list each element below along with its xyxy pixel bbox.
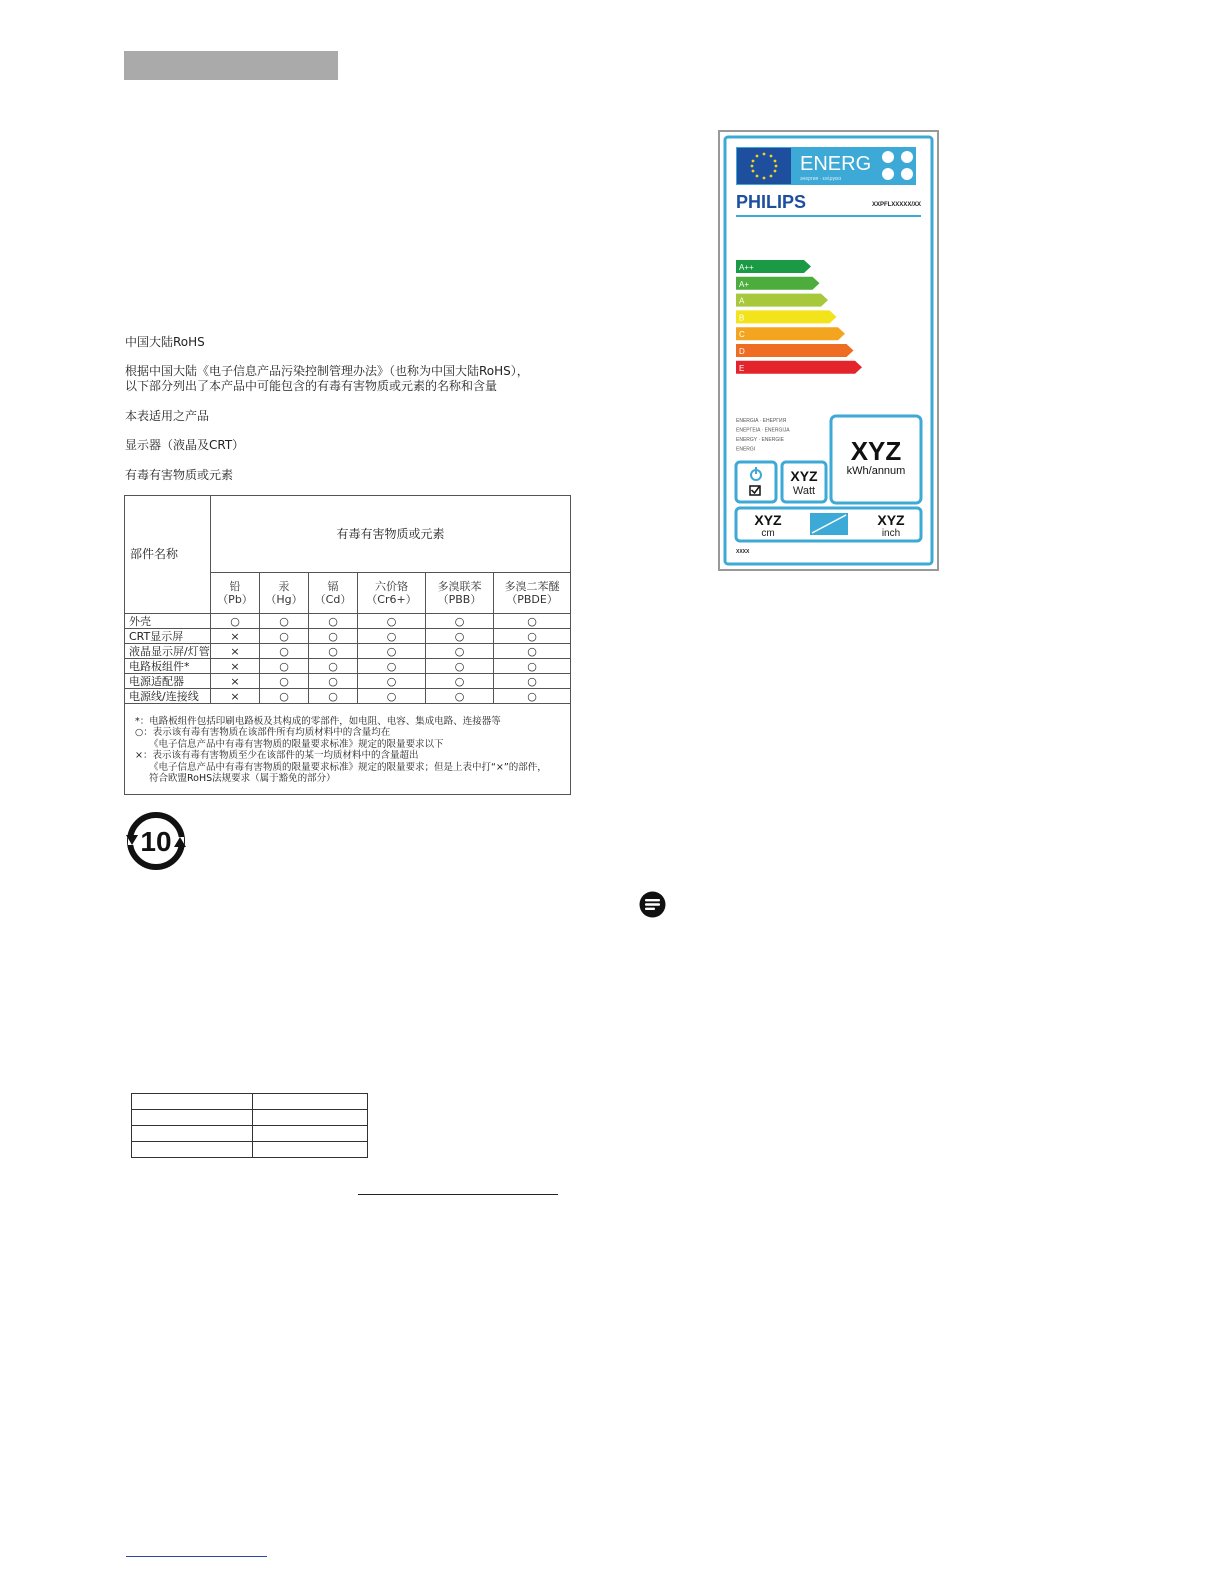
substance-mark: ○ xyxy=(358,644,426,659)
energia-text: ΕΝΕΡΓΕΙΑ · ENERGIJA xyxy=(736,427,790,434)
substance-mark: ○ xyxy=(309,614,358,629)
table-row xyxy=(125,659,571,674)
substance-mark: ○ xyxy=(309,674,358,689)
kwh-value: XYZ xyxy=(850,436,902,466)
section-header-bar xyxy=(124,51,338,80)
substance-mark: ○ xyxy=(426,644,494,659)
table-row xyxy=(132,1110,368,1126)
table-notes xyxy=(125,704,571,795)
blank-info-table xyxy=(131,1093,368,1158)
note-line: 《电子信息产品中有毒有害物质的限量要求标准》规定的限量要求以下 xyxy=(149,738,444,750)
substance-code: （Hg） xyxy=(265,593,303,606)
substance-code: （Cd） xyxy=(314,593,352,606)
table-row xyxy=(132,1094,368,1110)
part-name: 液晶显示屏/灯管 xyxy=(125,644,211,659)
substance-name: 多溴联苯 xyxy=(437,580,482,593)
substance-mark: ○ xyxy=(494,644,571,659)
part-name: 电源适配器 xyxy=(125,674,211,689)
product-label: 显示器（液晶及CRT） xyxy=(125,438,245,452)
part-name: CRT显示屏 xyxy=(125,629,211,644)
substance-code: （PBDE） xyxy=(506,593,558,606)
part-name: 电路板组件* xyxy=(125,659,211,674)
energy-class-bar xyxy=(736,327,845,340)
energy-class-bar xyxy=(736,310,837,323)
part-name: 电源线/连接线 xyxy=(125,689,211,704)
header-part-name: 部件名称 xyxy=(125,496,211,614)
substance-mark: × xyxy=(211,644,260,659)
substance-name: 多溴二苯醚 xyxy=(504,580,560,593)
substance-mark: ○ xyxy=(260,659,309,674)
environment-protection-use-period-icon xyxy=(124,809,188,873)
substance-header xyxy=(426,573,494,614)
substance-mark: ○ xyxy=(358,614,426,629)
table-row xyxy=(125,689,571,704)
note-line: *：电路板组件包括印刷电路板及其构成的零部件，如电阻、电容、集成电路、连接器等 xyxy=(135,715,501,727)
cm-unit: cm xyxy=(761,528,775,539)
energia-text: ENERGIA · ЕНЕРГИЯ xyxy=(736,418,787,424)
epup-number: 10 xyxy=(140,826,172,857)
section-title-rohs: 中国大陆RoHS xyxy=(125,335,205,349)
substance-name: 六价铬 xyxy=(375,580,408,593)
substance-mark: ○ xyxy=(260,614,309,629)
header-substances-group: 有毒有害物质或元素 xyxy=(211,496,571,573)
substance-mark: ○ xyxy=(260,689,309,704)
energy-class-label: C xyxy=(739,330,745,340)
screen-diagonal-icon xyxy=(810,513,848,535)
energy-class-bar xyxy=(736,344,854,357)
note-line: 符合欧盟RoHS法规要求（属于豁免的部分） xyxy=(149,773,336,784)
table-row xyxy=(132,1126,368,1142)
substance-mark: ○ xyxy=(358,659,426,674)
energia-text: ENERGY · ENERGIE xyxy=(736,437,784,443)
substance-code: （Cr6+） xyxy=(366,593,417,606)
inch-value: XYZ xyxy=(877,512,905,528)
table-row xyxy=(132,1142,368,1158)
substance-mark: ○ xyxy=(260,644,309,659)
substance-mark: ○ xyxy=(426,659,494,674)
note-icon xyxy=(639,891,666,918)
substance-mark: ○ xyxy=(358,689,426,704)
energy-class-label: A+ xyxy=(739,279,750,289)
energy-class-label: B xyxy=(739,313,745,323)
substance-mark: ○ xyxy=(358,674,426,689)
rohs-paragraph-line-1: 根据中国大陆《电子信息产品污染控制管理办法》（也称为中国大陆RoHS）， xyxy=(125,364,529,378)
energy-class-label: E xyxy=(739,363,745,373)
note-line: ○：表示该有毒有害物质在该部件所有均质材料中的含量均在 xyxy=(135,727,391,738)
energy-class-bar xyxy=(736,294,828,307)
table-caption: 有毒有害物质或元素 xyxy=(125,468,234,482)
energy-class-bar xyxy=(736,361,862,374)
part-name: 外壳 xyxy=(125,614,211,629)
substance-name: 汞 xyxy=(278,580,290,593)
substance-mark: ○ xyxy=(309,644,358,659)
energy-subtitle: энергия · ενέργεια xyxy=(800,176,842,182)
table-row xyxy=(125,674,571,689)
watt-unit: Watt xyxy=(792,485,816,497)
applies-label: 本表适用之产品 xyxy=(125,409,210,423)
substance-header xyxy=(260,573,309,614)
energy-class-label: A xyxy=(739,296,745,306)
table-row xyxy=(125,629,571,644)
substance-mark: ○ xyxy=(309,659,358,674)
note-line: ×：表示该有毒有害物质至少在该部件的某一均质材料中的含量超出 xyxy=(135,750,419,761)
substance-mark: ○ xyxy=(494,689,571,704)
substance-header xyxy=(358,573,426,614)
label-footer: XXXX xyxy=(736,549,750,555)
energy-label xyxy=(718,130,939,571)
inch-unit: inch xyxy=(881,528,901,539)
substance-mark: ○ xyxy=(494,629,571,644)
substance-code: （Pb） xyxy=(217,593,253,606)
substance-mark: ○ xyxy=(494,614,571,629)
substance-mark: × xyxy=(211,689,260,704)
substance-header xyxy=(309,573,358,614)
substance-header xyxy=(494,573,571,614)
substance-mark: ○ xyxy=(260,629,309,644)
substance-mark: ○ xyxy=(358,629,426,644)
substance-mark: ○ xyxy=(211,614,260,629)
divider-rule xyxy=(358,1194,558,1195)
substance-mark: × xyxy=(211,629,260,644)
watt-value: XYZ xyxy=(790,468,818,484)
substance-mark: ○ xyxy=(426,614,494,629)
substance-name: 镉 xyxy=(327,580,339,593)
energy-class-label: D xyxy=(739,347,745,356)
substance-mark: ○ xyxy=(426,629,494,644)
table-row xyxy=(125,614,571,629)
brand-name: PHILIPS xyxy=(736,192,807,212)
note-line: 《电子信息产品中有毒有害物质的限量要求标准》规定的限量要求；但是上表中打“×”的部件， xyxy=(149,761,547,773)
substance-mark: ○ xyxy=(426,689,494,704)
kwh-unit: kWh/annum xyxy=(846,465,906,477)
substance-mark: ○ xyxy=(426,674,494,689)
table-row xyxy=(125,644,571,659)
model-number: XXPFLXXXXX/XX xyxy=(871,202,921,208)
substance-mark: ○ xyxy=(260,674,309,689)
energy-word: ENERG xyxy=(800,153,872,175)
rohs-table xyxy=(124,495,571,795)
substance-mark: × xyxy=(211,674,260,689)
substance-mark: ○ xyxy=(309,689,358,704)
energy-class-label: A++ xyxy=(739,263,754,272)
substance-header xyxy=(211,573,260,614)
cm-value: XYZ xyxy=(754,512,782,528)
substance-name: 铅 xyxy=(229,580,241,593)
substance-mark: ○ xyxy=(494,674,571,689)
substance-mark: ○ xyxy=(494,659,571,674)
footer-link-underline[interactable] xyxy=(126,1556,267,1557)
energia-text: ENERGI xyxy=(736,446,756,453)
substance-mark: × xyxy=(211,659,260,674)
substance-code: （PBB） xyxy=(437,593,482,606)
rohs-paragraph-line-2: 以下部分列出了本产品中可能包含的有毒有害物质或元素的名称和含量 xyxy=(125,379,498,393)
substance-mark: ○ xyxy=(309,629,358,644)
